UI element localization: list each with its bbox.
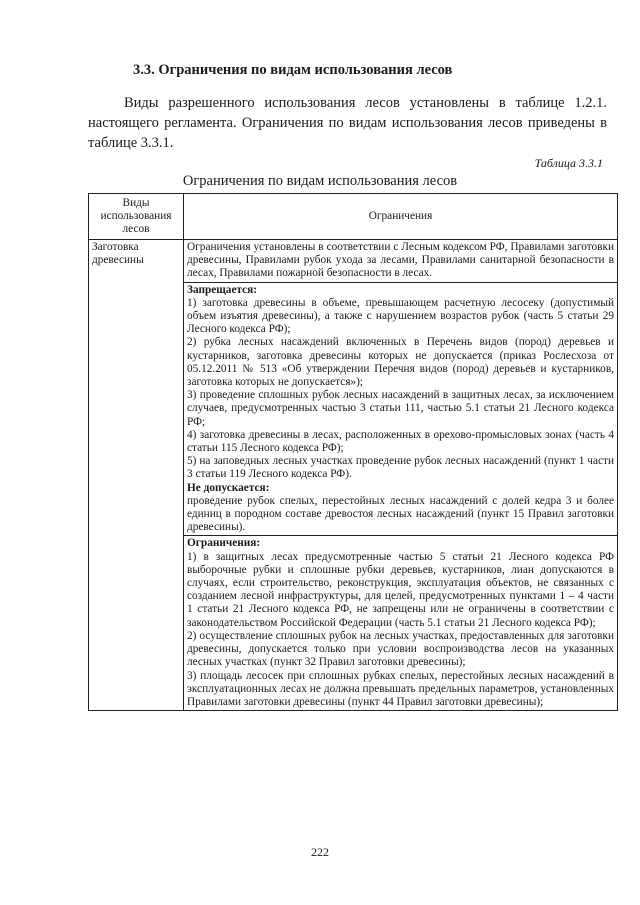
limitation-item: 2) осуществление сплошных рубок на лесных участках, предоставленных для заготовки древесины, допускается только при условии воспроизводства лесов на указанных лесных участках (пункт 32 Правил заготовки древесины); bbox=[187, 629, 614, 669]
prohibited-cell bbox=[184, 282, 618, 536]
prohibited-title: Запрещается: bbox=[187, 283, 258, 296]
table-row bbox=[89, 240, 618, 283]
not-allowed-text: проведение рубок спелых, перестойных лесных насаждений с долей кедра 3 и более единиц в породном составе древостоя лесных насаждений (пункт 15 Правил заготовки древесины). bbox=[187, 494, 614, 534]
header-restrictions: Ограничения bbox=[184, 194, 618, 240]
prohibited-item: 3) проведение сплошных рубок лесных насаждений в защитных лесах, за исключением случаев, предусмотренных частью 3 статьи 111, частью 5.1 статьи 21 Лесного кодекса РФ; bbox=[187, 389, 614, 428]
intro-paragraph: Виды разрешенного использования лесов установлены в таблице 1.2.1. настоящего регламента. Ограничения по видам использования лесов приведены в таблице 3.3.1. bbox=[88, 95, 607, 151]
table-caption: Ограничения по видам использования лесов bbox=[182, 173, 458, 189]
restrictions-table bbox=[88, 193, 618, 711]
limitation-item: 3) площадь лесосек при сплошных рубках спелых, перестойных лесных насаждений в эксплуатационных лесах не должна превышать предельных параметров, установленных Правилами заготовки древесины (пункт 44 Правил заготовки древесины); bbox=[187, 669, 614, 708]
prohibited-item: 1) заготовка древесины в объеме, превышающем расчетную лесосеку (допустимый объем изъятия древесины), а также с нарушением возрастов рубок (часть 5 статьи 29 Лесного кодекса РФ); bbox=[187, 296, 614, 336]
limitations-cell bbox=[184, 536, 618, 711]
row-category-cell: Заготовка древесины bbox=[89, 240, 184, 711]
table-header-row bbox=[89, 194, 618, 240]
general-restrictions-cell: Ограничения установлены в соответствии с Лесным кодексом РФ, Правилами заготовки древесины, Правилами рубок ухода за лесами, Правилами санитарной безопасности в лесах, Правилами пожарной безопасности в лесах. bbox=[184, 240, 618, 283]
not-allowed-title: Не допускается: bbox=[187, 481, 270, 494]
limitations-title: Ограничения: bbox=[187, 537, 261, 550]
prohibited-item: 4) заготовка древесины в лесах, расположенных в орехово-промысловых зонах (часть 4 статьи 115 Лесного кодекса РФ); bbox=[187, 428, 614, 455]
limitation-item: 1) в защитных лесах предусмотренные частью 5 статьи 21 Лесного кодекса РФ выборочные рубки и сплошные рубки деревьев, кустарников, лиан допускаются в случаях, если строительство, реконструкция, эксплуатация объектов, не связанных с созданием лесной инфраструктуры, для целей, предусмотренных пунктами 1 – 4 части 1 статьи 21 Лесного кодекса РФ, не запрещены или не ограничены в соответствии с законодательством Российской Федерации (часть 5.1 статьи 21 Лесного кодекса РФ); bbox=[187, 550, 614, 629]
table-label: Таблица 3.3.1 bbox=[534, 156, 603, 170]
header-forest-use-types: Виды использования лесов bbox=[89, 194, 184, 240]
page-number: 222 bbox=[311, 845, 329, 859]
prohibited-item: 5) на заповедных лесных участках проведение рубок лесных насаждений (пункт 1 части 3 статьи 119 Лесного кодекса РФ). bbox=[187, 455, 614, 481]
section-heading: 3.3. Ограничения по видам использования лесов bbox=[133, 62, 453, 78]
prohibited-item: 2) рубка лесных насаждений включенных в Перечень видов (пород) деревьев и кустарников, заготовка древесины которых не допускается (приказ Рослесхоза от 05.12.2011 № 513 «Об утверждении Перечня видов (пород) деревьев и кустарников, заготовка которых не допускается»); bbox=[187, 336, 614, 389]
